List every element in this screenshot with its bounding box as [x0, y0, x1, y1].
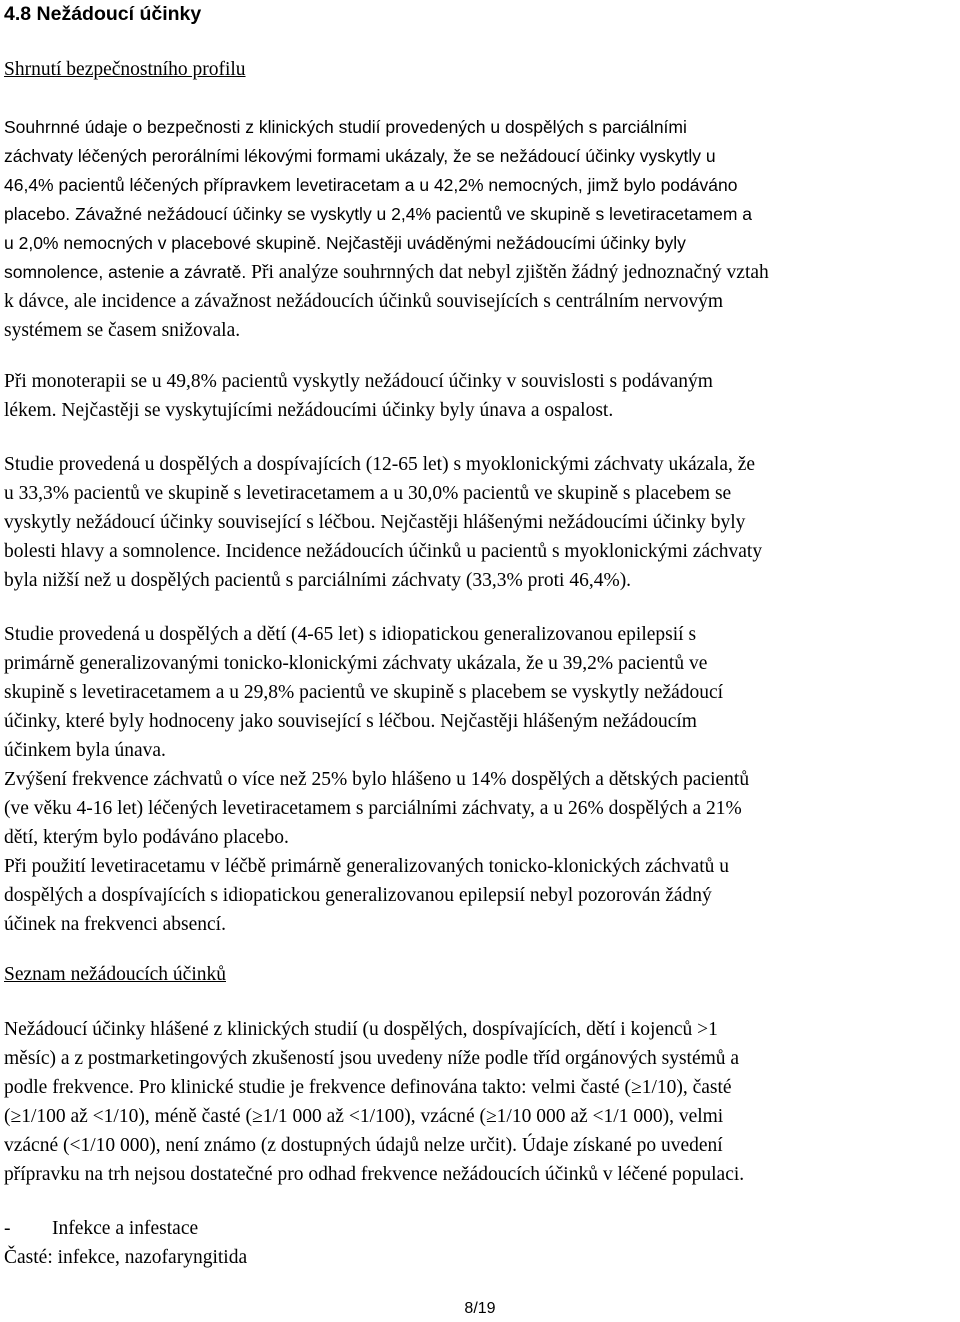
paragraph-idiopathic-study [4, 620, 960, 939]
text-line: Zvýšení frekvence záchvatů o více než 25% bylo hlášeno u 14% dospělých a dětských pacientů [4, 769, 750, 790]
bullet-text: Infekce a infestace [52, 1218, 199, 1239]
text-line: primárně generalizovanými tonicko-klonickými záchvaty ukázala, že u 39,2% pacientů ve [4, 653, 708, 674]
bullet-item-infections [4, 1214, 198, 1243]
text-line: podle frekvence. Pro klinické studie je frekvence definována takto: velmi časté (≥1/10), časté [4, 1077, 732, 1098]
text-line: přípravku na trh nejsou dostatečné pro odhad frekvence nežádoucích účinků v léčené populaci. [4, 1164, 745, 1185]
text-line-mixed [4, 258, 960, 287]
text-line: dětí, kterým bylo podáváno placebo. [4, 827, 289, 848]
text-line: Studie provedená u dospělých a dětí (4-65 let) s idiopatickou generalizovanou epilepsií s [4, 624, 697, 645]
text-line: Při monoterapii se u 49,8% pacientů vyskytly nežádoucí účinky v souvislosti s podávaným [4, 371, 713, 392]
text-line: Souhrnné údaje o bezpečnosti z klinických studií provedených u dospělých s parciálními [4, 117, 687, 137]
text-line: vyskytly nežádoucí účinky související s léčbou. Nejčastěji hlášenými nežádoucími účinky byly [4, 512, 746, 533]
bullet-dash: - [4, 1218, 11, 1239]
text-line: lékem. Nejčastěji se vyskytujícími nežádoucími účinky byly únava a ospalost. [4, 400, 614, 421]
text-line: 46,4% pacientů léčených přípravkem levetiracetam a u 42,2% nemocných, jimž bylo podáváno [4, 175, 738, 195]
text-line: záchvaty léčených perorálními lékovými formami ukázaly, že se nežádoucí účinky vyskytly u [4, 146, 716, 166]
text-line: měsíc) a z postmarketingových zkušeností jsou uvedeny níže podle tříd orgánových systémů a [4, 1048, 740, 1069]
text-line: byla nižší než u dospělých pacientů s parciálními záchvaty (33,3% proti 46,4%). [4, 570, 632, 591]
page-number: 8/19 [464, 1300, 496, 1317]
text-line: k dávce, ale incidence a závažnost nežádoucích účinků souvisejících s centrálním nervovým [4, 291, 724, 312]
paragraph-frequency-definition [4, 1015, 960, 1189]
text-line: (ve věku 4-16 let) léčených levetiracetamem s parciálními záchvaty, a u 26% dospělých a 21% [4, 798, 742, 819]
paragraph-myoclonic-study [4, 450, 960, 595]
text-line: placebo. Závažné nežádoucí účinky se vyskytly u 2,4% pacientů ve skupině s levetiracetamem a [4, 204, 753, 224]
text-segment-serif: Při analýze souhrnných dat nebyl zjištěn žádný jednoznačný vztah [251, 262, 769, 283]
text-line: účinkem byla únava. [4, 740, 166, 761]
text-segment-sans: somnolence, astenie a závratě. [4, 262, 247, 282]
text-line: účinek na frekvenci absencí. [4, 914, 226, 935]
text-line: bolesti hlavy a somnolence. Incidence nežádoucích účinků u pacientů s myoklonickými záchvaty [4, 541, 763, 562]
paragraph-monotherapy [4, 367, 960, 425]
text-line: (≥1/100 až <1/10), méně časté (≥1/1 000 až <1/100), vzácné (≥1/10 000 až <1/1 000), velmi [4, 1106, 724, 1127]
text-line: Při použití levetiracetamu v léčbě primárně generalizovaných tonicko-klonických záchvatů u [4, 856, 729, 877]
frequency-line: Časté: infekce, nazofaryngitida [4, 1247, 248, 1268]
paragraph-safety-summary [4, 113, 960, 345]
section-heading: 4.8 Nežádoucí účinky [4, 3, 202, 25]
text-line: Nežádoucí účinky hlášené z klinických studií (u dospělých, dospívajících, dětí i kojenců >1 [4, 1019, 718, 1040]
text-line: skupině s levetiracetamem a u 29,8% pacientů ve skupině s placebem se vyskytly nežádoucí [4, 682, 724, 703]
text-line: vzácné (<1/10 000), není známo (z dostupných údajů nelze určit). Údaje získané po uvedení [4, 1135, 723, 1156]
text-line: Studie provedená u dospělých a dospívajících (12-65 let) s myoklonickými záchvaty ukázala, že [4, 454, 756, 475]
subheading-safety-profile: Shrnutí bezpečnostního profilu [4, 59, 246, 80]
text-line: systémem se časem snižovala. [4, 320, 241, 341]
text-line: u 2,0% nemocných v placebové skupině. Nejčastěji uváděnými nežádoucími účinky byly [4, 233, 686, 253]
text-line: dospělých a dospívajících s idiopatickou generalizovanou epilepsií nebyl pozorován žádný [4, 885, 712, 906]
subheading-adverse-list: Seznam nežádoucích účinků [4, 964, 226, 985]
text-line: účinky, které byly hodnoceny jako související s léčbou. Nejčastěji hlášeným nežádoucím [4, 711, 697, 732]
text-line: u 33,3% pacientů ve skupině s levetiracetamem a u 30,0% pacientů ve skupině s placebem se [4, 483, 732, 504]
